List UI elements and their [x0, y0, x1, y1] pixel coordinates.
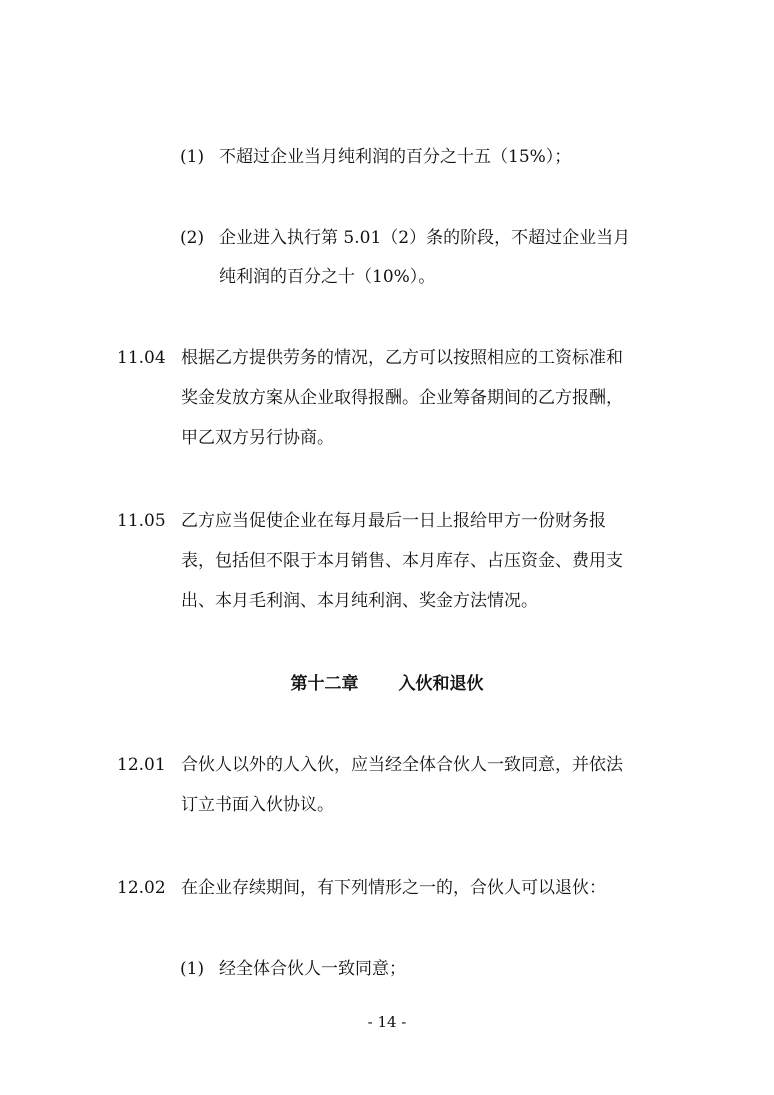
clause-number: 11.04	[117, 348, 166, 368]
clause-number: 12.01	[117, 755, 166, 775]
clause-text-line: 甲乙双方另行协商。	[181, 428, 334, 448]
clause-number: (2)	[180, 228, 205, 248]
clause-text-line: 在企业存续期间，有下列情形之一的，合伙人可以退伙：	[181, 878, 606, 898]
clause-text-line: 奖金发放方案从企业取得报酬。企业筹备期间的乙方报酬，	[181, 388, 623, 408]
clause-text-line: 表，包括但不限于本月销售、本月库存、占压资金、费用支	[181, 551, 623, 571]
page-number: - 14 -	[367, 1013, 407, 1031]
clause-text-line: 企业进入执行第 5.01（2）条的阶段，不超过企业当月	[219, 228, 631, 248]
chapter-number: 第十二章	[290, 674, 359, 694]
clause-text-line: 订立书面入伙协议。	[181, 795, 334, 815]
clause-text-line: 乙方应当促使企业在每月最后一日上报给甲方一份财务报	[181, 511, 606, 531]
chapter-title: 入伙和退伙	[398, 674, 484, 694]
clause-number: (1)	[180, 147, 205, 167]
clause-text-line: 合伙人以外的人入伙，应当经全体合伙人一致同意，并依法	[181, 755, 623, 775]
clause-number: (1)	[180, 959, 205, 979]
clause-number: 12.02	[117, 878, 166, 898]
clause-text-line: 不超过企业当月纯利润的百分之十五（15%）；	[219, 147, 572, 167]
chapter-heading	[0, 672, 774, 696]
clause-text-line: 出、本月毛利润、本月纯利润、奖金方法情况。	[181, 591, 538, 611]
clause-text-line: 纯利润的百分之十（10%）。	[219, 267, 436, 287]
clause-number: 11.05	[117, 511, 166, 531]
clause-text-line: 经全体合伙人一致同意；	[219, 959, 406, 979]
clause-text-line: 根据乙方提供劳务的情况，乙方可以按照相应的工资标准和	[181, 348, 623, 368]
